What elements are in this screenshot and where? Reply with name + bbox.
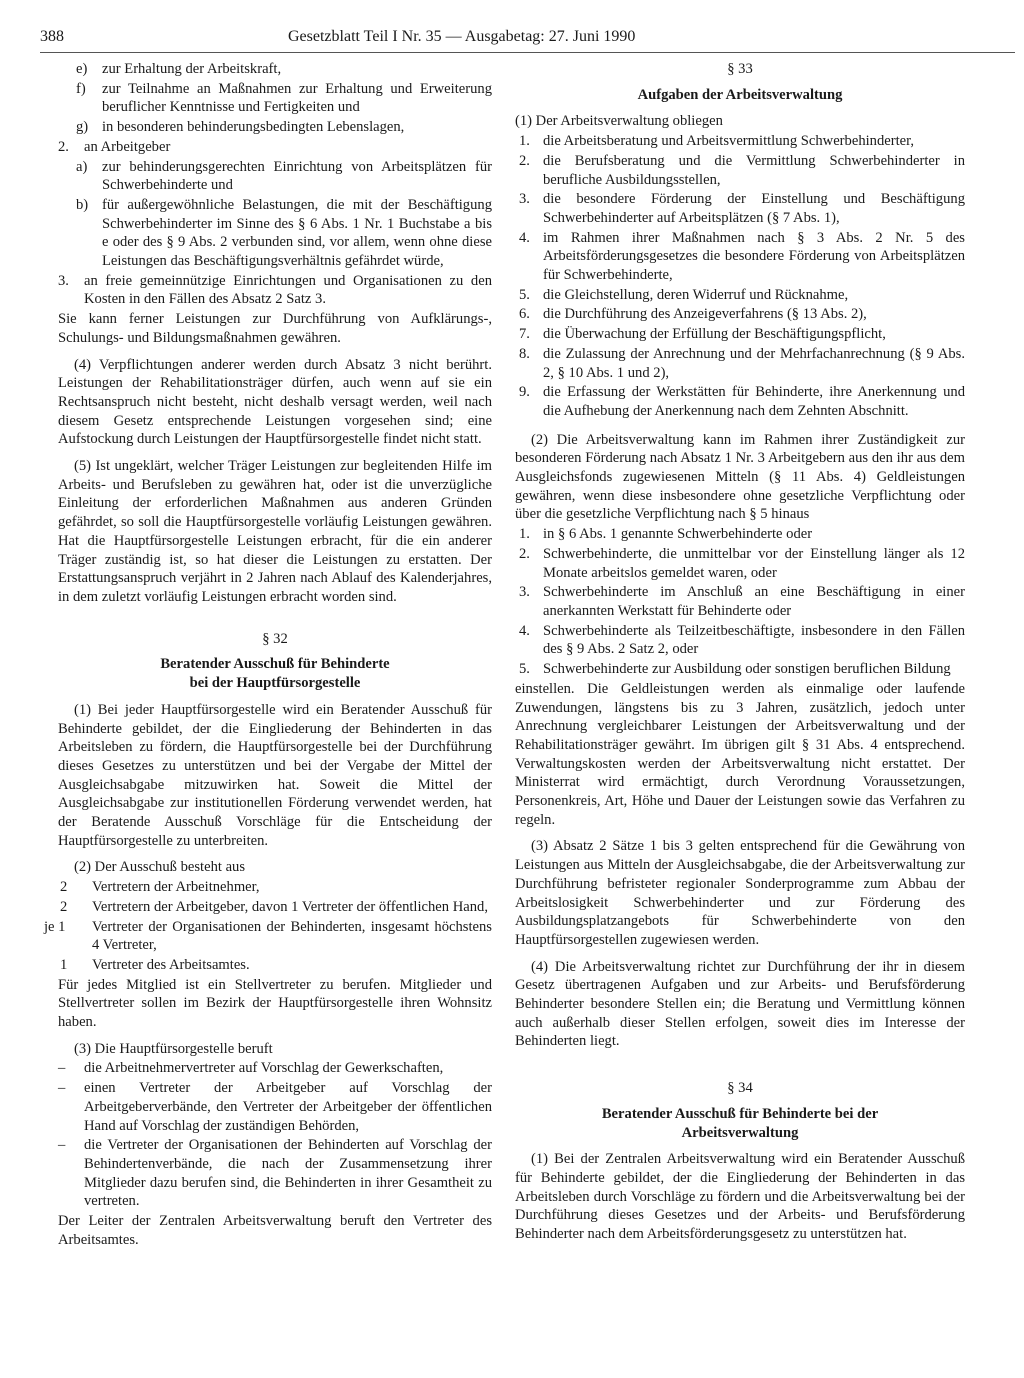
paragraph: (3) Die Hauptfürsorgestelle beruft: [74, 1040, 273, 1057]
running-head: Gesetzblatt Teil I Nr. 35 — Ausgabetag: 27. Juni 1990: [288, 28, 636, 45]
left-column: [44, 60, 492, 1257]
paragraph: (3) Absatz 2 Sätze 1 bis 3 gelten entsprechend für die Gewährung von Leistungen aus Mitteln der Ausgleichsabgabe, die der Arbeitsverwaltung zur Durchführung befristeter regionaler Sonderprogramme zum Abbau der Arbeitslosigkeit Schwerbehinderter und zur Förderung des Ausbildungsplatzangebots für Schwerbehinderte von den Hauptfürsorgestellen zugewiesen werden.: [515, 838, 965, 948]
list-item: 6. die Durchführung des Anzeigeverfahrens (§ 13 Abs. 2),: [519, 306, 867, 323]
list-item: 3. an freie gemeinnützige Einrichtungen und Organisationen zu den Kosten in den Fällen des Absatz 2 Satz 3.: [58, 272, 492, 308]
list-item: 2. Schwerbehinderte, die unmittelbar vor der Einstellung länger als 12 Monate arbeitslos gemeldet waren, oder: [519, 545, 965, 581]
list-item: 3. die besondere Förderung der Einstellung und Beschäftigung Schwerbehinderter auf Arbeitsplätzen (§ 7 Abs. 1),: [519, 191, 965, 226]
paragraph: (1) Der Arbeitsverwaltung obliegen: [515, 113, 723, 130]
section-number: § 33: [727, 61, 753, 77]
paragraph: (2) Die Arbeitsverwaltung kann im Rahmen ihrer Zuständigkeit zur besonderen Förderung nach Absatz 1 Nr. 3 Arbeitgebern aus den ihr aus dem Ausgleichsfonds zugewiesenen Mitteln (§ 11 Abs. 4) Geldleistungen gewähren, wenn diese insbesondere ohne gesetzliche Verpflichtung oder über die gesetzliche Verpflichtung nach § 5 hinaus: [515, 431, 965, 523]
right-column: [515, 60, 965, 1252]
list-item: 9. die Erfassung der Werkstätten für Behinderte, ihre Anerkennung und die Aufhebung der Anerkennung nach dem Zehnten Abschnitt.: [519, 384, 965, 419]
list-item: e) zur Erhaltung der Arbeitskraft,: [76, 61, 282, 77]
list-item: b) für außergewöhnliche Belastungen, die mit der Beschäftigung Schwerbehinderter im Sinne des § 6 Abs. 1 Nr. 1 Buchstabe a bis e oder des § 9 Abs. 2 verbunden sind, vor allem, wenn ohne diese Leistungen das Beschäftigungsverhältnis gefährdet würde,: [76, 196, 492, 270]
list-item: je 1 Vertreter der Organisationen der Behinderten, insgesamt höchstens 4 Vertreter,: [44, 918, 492, 954]
section-title: Aufgaben der Arbeitsverwaltung: [637, 86, 843, 103]
list-item: 2. an Arbeitgeber: [58, 138, 171, 155]
list-item: 1 Vertreter des Arbeitsamtes.: [60, 956, 250, 973]
paragraph: (4) Die Arbeitsverwaltung richtet zur Durchführung der ihr in diesem Gesetz übertragenen Aufgaben und zur Arbeits- und Berufsförderung Behinderter besondere Stellen ein; die Beratung und Vermittlung können auch außerhalb dieser Stellen erfolgen, soweit dies im Interesse der Behinderten liegt.: [515, 958, 965, 1050]
paragraph: (2) Der Ausschuß besteht aus: [74, 859, 246, 876]
page-header: [40, 28, 1010, 52]
paragraph: (1) Bei jeder Hauptfürsorgestelle wird ein Beratender Ausschuß für Behinderte gebildet, der die Eingliederung der Behinderten in das Arbeitsleben zu fördern, die Hauptfürsorgestelle bei der Durchführung dieses Gesetzes zu unterstützen und bei der Vergabe der Mittel der Ausgleichsabgabe mitzuwirken hat. Soweit die Mittel der Ausgleichsabgabe zur institutionellen Förderung verwendet werden, hat der Beratende Ausschuß Vorschläge für die Entscheidung der Hauptfürsorgestelle zu unterbreiten.: [58, 701, 492, 849]
list-item: – einen Vertreter der Arbeitgeber auf Vorschlag der Arbeitgeberverbände, den Vertreter der Arbeitgeber der öffentlichen Hand auf Vorschlag der zuständigen Behörden,: [58, 1080, 492, 1134]
list-item: 1. die Arbeitsberatung und Arbeitsvermittlung Schwerbehinderter,: [519, 133, 915, 150]
list-item: f) zur Teilnahme an Maßnahmen zur Erhaltung und Erweiterung beruflicher Kenntnisse und Fertigkeiten und: [76, 80, 492, 116]
page-number: 388: [40, 28, 64, 45]
list-item: 3. Schwerbehinderte im Anschluß an eine Beschäftigung in einer anerkannten Werkstatt für Behinderte oder: [519, 584, 965, 619]
paragraph: Der Leiter der Zentralen Arbeitsverwaltung beruft den Vertreter des Arbeitsamtes.: [58, 1213, 492, 1248]
list-item: 5. die Gleichstellung, deren Widerruf und Rücknahme,: [519, 286, 849, 303]
section-number: § 32: [262, 630, 288, 647]
list-item: 2 Vertretern der Arbeitnehmer,: [60, 879, 260, 896]
paragraph: Sie kann ferner Leistungen zur Durchführung von Aufklärungs-, Schulungs- und Bildungsmaßnahmen gewähren.: [58, 311, 492, 346]
list-item: – die Arbeitnehmervertreter auf Vorschlag der Gewerkschaften,: [58, 1060, 444, 1077]
paragraph: Für jedes Mitglied ist ein Stellvertreter zu berufen. Mitglieder und Stellvertreter sollen im Bezirk der Hauptfürsorgestelle ihren Wohnsitz haben.: [58, 976, 492, 1031]
list-item: 8. die Zulassung der Anrechnung und der Mehrfachanrechnung (§ 9 Abs. 2, § 10 Abs. 1 und 2),: [519, 345, 965, 381]
list-item: 5. Schwerbehinderte zur Ausbildung oder sonstigen beruflichen Bildung: [519, 661, 951, 678]
paragraph: (5) Ist ungeklärt, welcher Träger Leistungen zur begleitenden Hilfe im Arbeits- und Berufsleben zu gewähren hat, oder ist die unverzügliche Einleitung der erforderlichen Maßnahmen aus anderen Gründen gefährdet, so soll die Hauptfürsorgestelle vorläufig Leistungen gewähren. Hat die Hauptfürsorgestelle Leistungen erbracht, für die ein anderer Träger zuständig ist, so hat dieser die Leistungen zu erstatten. Der Erstattungsanspruch verjährt in 2 Jahren nach Ablauf des Kalenderjahres, in dem zuletzt vorläufig Leistungen erbracht worden sind.: [58, 458, 492, 605]
section-title: Beratender Ausschuß für Behinderte bei der Hauptfürsorgestelle: [160, 656, 390, 692]
list-item: g) in besonderen behinderungsbedingten Lebenslagen,: [76, 119, 405, 136]
paragraph: einstellen. Die Geldleistungen werden als einmalige oder laufende Zuwendungen, längstens bis zu 3 Jahren, zusätzlich, jedoch unter Anrechnung vergleichbarer Leistungen der Arbeitsverwaltung und der Rehabilitationsträger gewährt. Im übrigen gilt § 31 Abs. 4 entsprechend. Verwaltungskosten werden der Arbeitsverwaltung nicht erstattet. Der Ministerrat wird ermächtigt, durch Verordnung Voraussetzungen, Personenkreis, Art, Höhe und Dauer der Leistungen sowie das Verfahren zu regeln.: [515, 680, 965, 828]
list-item: 4. im Rahmen ihrer Maßnahmen nach § 3 Abs. 2 Nr. 5 des Arbeitsförderungsgesetzes die besondere Förderung von Arbeitsplätzen für Schwerbehinderte,: [519, 229, 965, 284]
header-rule: [40, 52, 1015, 53]
section-title: Beratender Ausschuß für Behinderte bei der Arbeitsverwaltung: [601, 1105, 879, 1141]
list-item: 2 Vertretern der Arbeitgeber, davon 1 Vertreter der öffentlichen Hand,: [60, 898, 488, 915]
list-item: 2. die Berufsberatung und die Vermittlung Schwerbehinderter in berufliche Ausbildungsstellen,: [519, 152, 965, 188]
list-item: 1. in § 6 Abs. 1 genannte Schwerbehinderte oder: [519, 526, 813, 543]
paragraph: (1) Bei der Zentralen Arbeitsverwaltung wird ein Beratender Ausschuß für Behinderte gebildet, der die Eingliederung der Behinderten in das Arbeitsleben durch Vorschläge zu fördern und die Arbeitsverwaltung bei der Durchführung dieses Gesetzes und der Arbeits- und Berufsförderung Behinderter nach dem Arbeitsförderungsgesetz zu unterstützen hat.: [515, 1151, 965, 1243]
list-item: 4. Schwerbehinderte als Teilzeitbeschäftigte, insbesondere in den Fällen des § 9 Abs. 2 Satz 2, oder: [519, 622, 965, 658]
section-number: § 34: [727, 1080, 753, 1097]
paragraph: (4) Verpflichtungen anderer werden durch Absatz 3 nicht berührt. Leistungen der Rehabilitationsträger dürfen, auch wenn auf sie ein Rechtsanspruch nicht besteht, nicht deshalb versagt werden, weil nach diesem Gesetz entsprechende Leistungen vorgesehen sind; eine Aufstockung durch Leistungen der Hauptfürsorgestelle findet nicht statt.: [58, 356, 492, 448]
list-item: 7. die Überwachung der Erfüllung der Beschäftigungspflicht,: [519, 326, 886, 343]
list-item: a) zur behinderungsgerechten Einrichtung von Arbeitsplätzen für Schwerbehinderte und: [76, 158, 492, 194]
list-item: – die Vertreter der Organisationen der Behinderten auf Vorschlag der Behindertenverbände, die nach der Zusammensetzung ihrer Mitglieder dazu berufen sind, die Behinderten in ihrer Gesamtheit zu vertreten.: [58, 1137, 492, 1210]
